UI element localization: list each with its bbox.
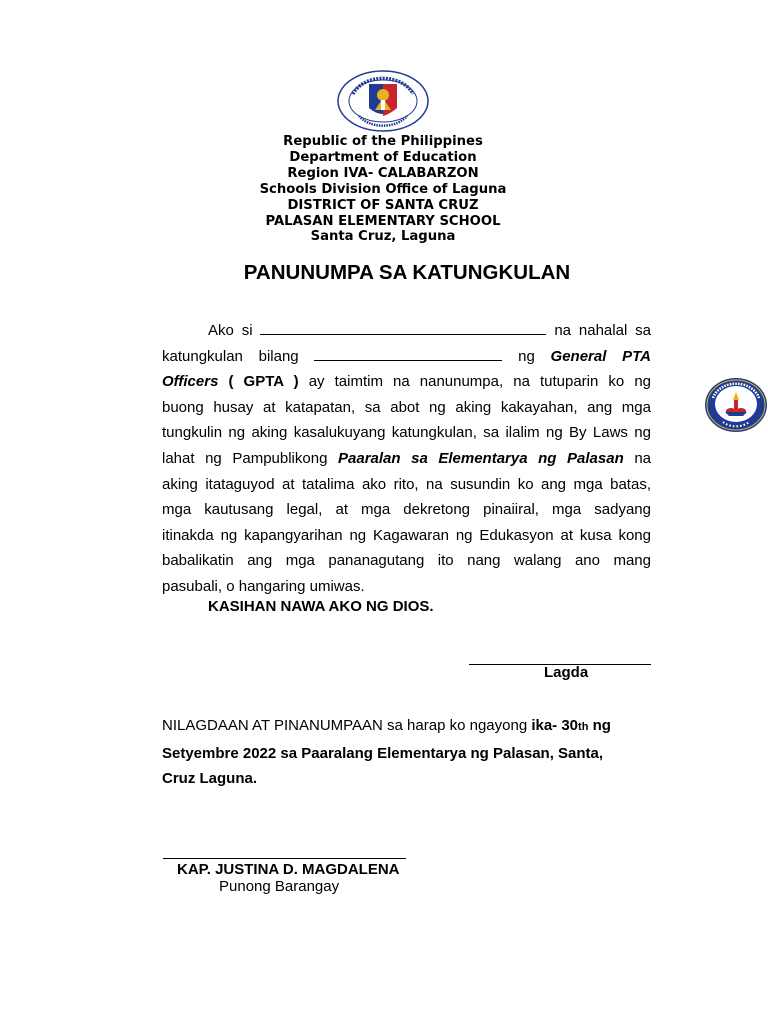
district-seal: [703, 376, 768, 434]
oath-emphasis: Officers: [162, 373, 219, 391]
oath-line: pasubali, o hangaring umiwas.: [162, 577, 365, 595]
letterhead-school: PALASAN ELEMENTARY SCHOOL: [265, 213, 501, 229]
official-name: KAP. JUSTINA D. MAGDALENA: [177, 861, 400, 878]
oath-text: na nahalal sa: [554, 322, 652, 339]
oath-line: aking itataguyod at tatalima ako rito, na susundin ko ang mga batas,: [162, 475, 651, 493]
oath-text: na: [634, 449, 652, 467]
oath-text: ng: [518, 347, 535, 365]
official-signature-line: [163, 858, 406, 859]
oath-line: babalikatin ang mga pananagutang ito nang walang ano mang: [162, 552, 651, 570]
attestation-paragraph: [162, 713, 662, 792]
letterhead: [200, 134, 566, 245]
letterhead-address: Santa Cruz, Laguna: [310, 229, 456, 245]
oath-paragraph: [162, 318, 651, 600]
oath-emphasis: ( GPTA ): [228, 373, 299, 391]
position-blank: [314, 347, 502, 361]
attestation-line: Cruz Laguna.: [162, 770, 258, 788]
attestation-ordinal: th: [578, 721, 589, 733]
letterhead-department: Department of Education: [289, 149, 477, 165]
oath-line: mga kautusang legal, at mga dekretong pinaiiral, mga sadyang: [162, 501, 651, 519]
attestation-text: NILAGDAAN AT PINANUMPAAN sa harap ko ngayong: [162, 717, 532, 734]
document-title: PANUNUMPA SA KATUNGKULAN: [243, 261, 571, 284]
attestation-text: ng: [588, 717, 611, 734]
closing-statement: KASIHAN NAWA AKO NG DIOS.: [208, 598, 434, 615]
oath-emphasis: General PTA: [550, 347, 652, 365]
oath-line: [162, 446, 651, 472]
oath-line: [162, 318, 651, 344]
attestation-date: ika- 30: [531, 717, 579, 734]
oath-text: katungkulan bilang: [162, 347, 299, 365]
oath-text: Ako si: [208, 322, 253, 339]
letterhead-republic: Republic of the Philippines: [283, 134, 483, 149]
letterhead-division: Schools Division Office of Laguna: [259, 181, 507, 197]
oath-line: [162, 369, 651, 395]
oath-line: tungkulin ng aking kasalukuyang katungkulan, sa ilalim ng By Laws ng: [162, 424, 651, 442]
oath-text: lahat ng Pampublikong: [162, 449, 328, 467]
name-blank: [260, 321, 546, 335]
oath-line: [162, 344, 651, 370]
signature-label: Lagda: [544, 664, 589, 681]
attestation-line: [162, 713, 662, 741]
oath-text: ay taimtim na nanunumpa, na tutuparin ko ng: [308, 373, 652, 391]
official-title: Punong Barangay: [219, 878, 340, 895]
oath-emphasis: Paaralan sa Elementarya ng Palasan: [338, 449, 624, 467]
deped-seal: [337, 70, 429, 132]
letterhead-region: Region IVA- CALABARZON: [287, 165, 479, 181]
letterhead-district: DISTRICT OF SANTA CRUZ: [287, 197, 479, 213]
oath-line: itinakda ng kapangyarihan ng Kagawaran ng Edukasyon at kusa kong: [162, 526, 651, 544]
oath-line: buong husay at katapatan, sa abot ng aking kakayahan, ang mga: [162, 398, 651, 416]
attestation-line: Setyembre 2022 sa Paaralang Elementarya ng Palasan, Santa,: [162, 744, 604, 762]
